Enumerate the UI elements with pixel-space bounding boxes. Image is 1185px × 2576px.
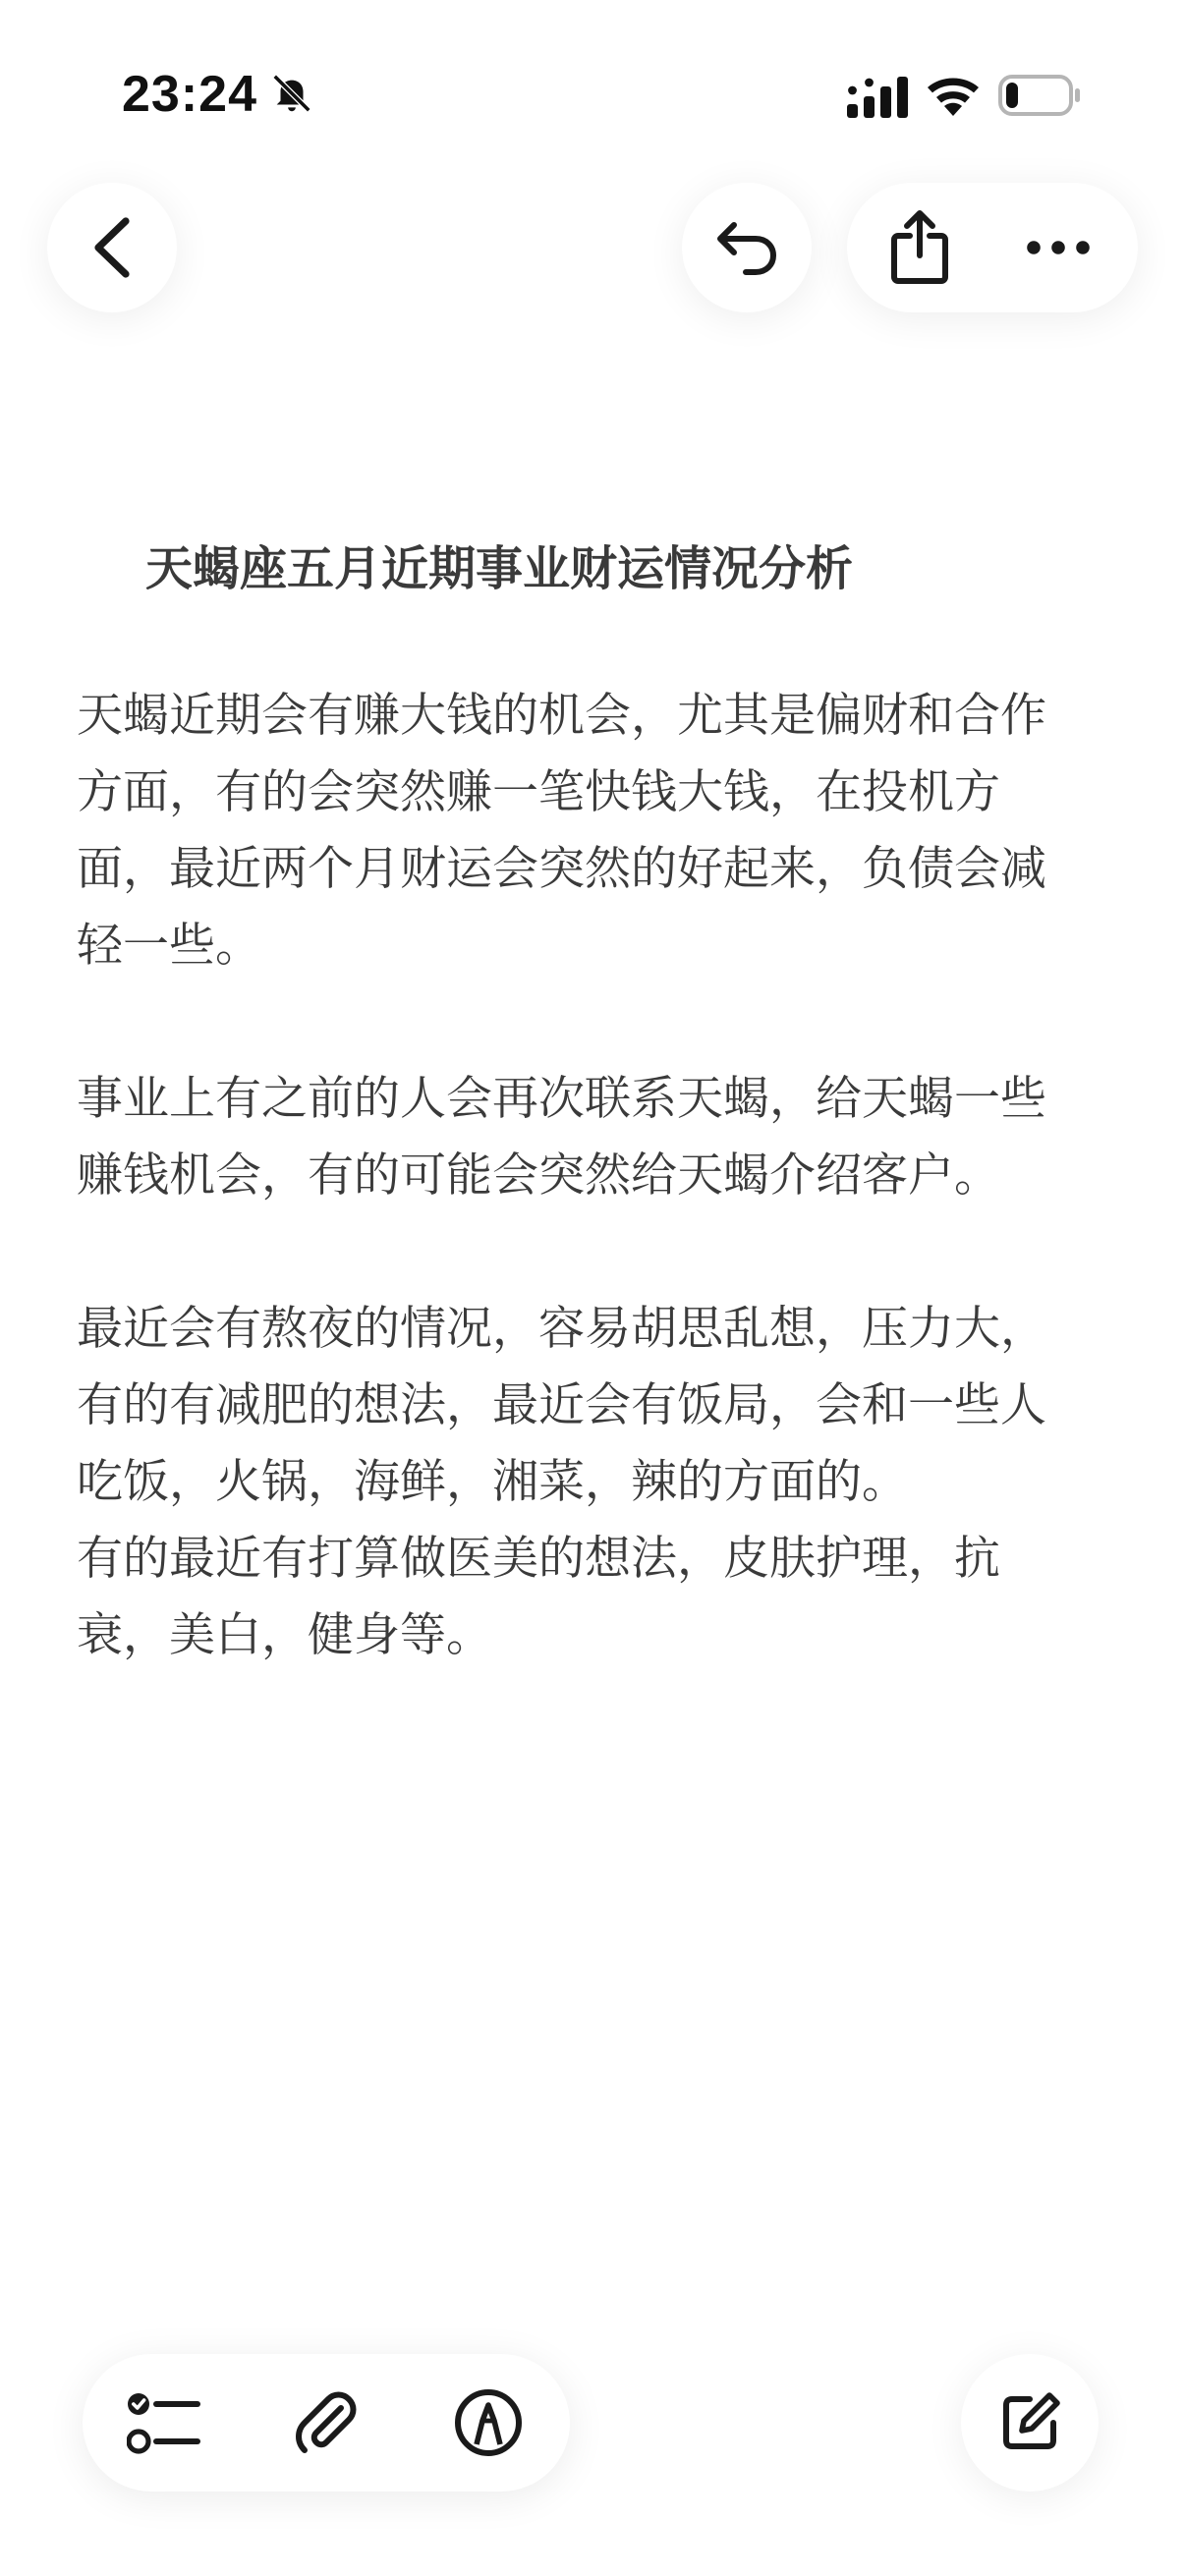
paragraph-4: 有的最近有打算做医美的想法，皮肤护理，抗衰，美白，健身等。 <box>77 1532 1000 1662</box>
battery-low-icon <box>998 75 1081 116</box>
compose-button[interactable] <box>961 2354 1099 2492</box>
share-icon <box>888 208 951 287</box>
cellular-signal-icon <box>847 77 908 118</box>
paragraph-2: 事业上有之前的人会再次联系天蝎，给天蝎一些赚钱机会，有的可能会突然给天蝎介绍客户。 <box>77 1072 1046 1203</box>
bottom-toolbar <box>83 2354 570 2492</box>
share-more-group <box>847 183 1138 312</box>
paragraph-3: 最近会有熬夜的情况，容易胡思乱想，压力大，有的有减肥的想法，最近会有饭局，会和一些人吃饭，火锅，海鲜，湘菜，辣的方面的。 <box>77 1302 1046 1509</box>
more-icon <box>1026 240 1091 255</box>
paperclip-icon <box>292 2388 361 2457</box>
compose-icon <box>996 2389 1063 2456</box>
note-title[interactable]: 天蝎座五月近期事业财运情况分析 <box>145 541 854 596</box>
status-bar <box>0 0 1185 196</box>
markup-button[interactable] <box>444 2379 533 2467</box>
status-time: 23:24 <box>122 66 257 123</box>
bell-slash-icon <box>269 71 314 116</box>
undo-icon <box>712 217 781 278</box>
paragraph-1: 天蝎近期会有赚大钱的机会，尤其是偏财和合作方面，有的会突然赚一笔快钱大钱，在投机方面，最近两个月财运会突然的好起来，负债会减轻一些。 <box>77 689 1046 973</box>
wifi-icon <box>926 73 981 116</box>
checklist-icon <box>127 2390 201 2455</box>
more-button[interactable] <box>1014 203 1102 292</box>
undo-button[interactable] <box>682 183 812 312</box>
pen-markup-icon <box>453 2387 524 2458</box>
chevron-left-icon <box>86 215 138 280</box>
paragraph-gap <box>77 984 1079 1061</box>
note-body[interactable] <box>77 678 1079 1674</box>
share-button[interactable] <box>882 203 957 292</box>
paragraph-gap <box>77 1214 1079 1291</box>
back-button[interactable] <box>47 183 177 312</box>
attachment-button[interactable] <box>282 2379 370 2467</box>
checklist-button[interactable] <box>120 2379 208 2467</box>
